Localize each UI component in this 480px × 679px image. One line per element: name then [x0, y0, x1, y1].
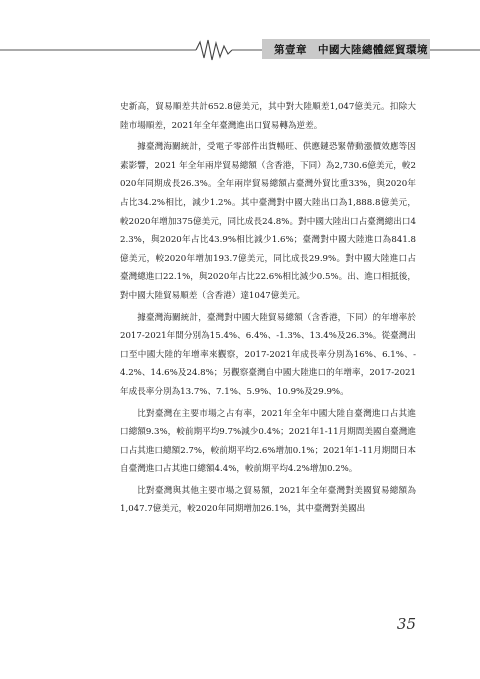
page-header	[0, 38, 480, 62]
paragraph: 據臺灣海關統計，臺灣對中國大陸貿易總額（含香港，下同）的年增率於2017-2021年間分別為15.4%、6.4%、-1.3%、13.4%及26.3%。從臺灣出口至中國大陸的年增率來觀察，2017-2021年成長率分別為16%、6.1%、-4.2%、14.6%及24.8%；另觀察臺灣自中國大陸進口的年增率，2017-2021年成長率分別為13.7%、7.1%、5.9%、10.9%及29.9%。	[120, 312, 416, 397]
paragraph: 史新高，貿易順差共計652.8億美元，其中對大陸順差1,047億美元。扣除大陸市場順差，2021年全年臺灣進出口貿易轉為逆差。	[120, 102, 416, 131]
body-text	[120, 98, 416, 519]
paragraph: 比對臺灣在主要市場之占有率，2021年全年中國大陸自臺灣進口占其進口總額9.3%，較前期平均9.7%減少0.4%；2021年1-11月期間美國自臺灣進口占其進口總額2.7%，較前期平均2.6%增加0.1%；2021年1-11月期間日本自臺灣進口占其進口總額4.4%，較前期平均4.2%增加0.2%。	[120, 408, 416, 475]
page-number: 35	[396, 615, 416, 633]
chapter-title: 第壹章 中國大陸總體經貿環境	[274, 44, 428, 56]
paragraph: 據臺灣海關統計，受電子零部件出貨暢旺、供應鏈恐緊帶動漲價效應等因素影響，2021 年全年兩岸貿易總額（含香港，下同）為2,730.6億美元，較2020年同期成長26.3%。全年兩岸貿易總額占臺灣外貿比重33%，與2020年占比34.2%相比，減少1.2%。其中臺灣對中國大陸出口為1,888.8億美元，較2020年增加375億美元，同比成長24.8%。對中國大陸出口占臺灣總出口42.3%，與2020年占比43.9%相比減少1.6%；臺灣對中國大陸進口為841.8億美元，較2020年增加193.7億美元，同比成長29.9%。對中國大陸進口占臺灣總進口22.1%，與2020年占比22.6%相比減少0.5%。出、進口相抵後，對中國大陸貿易順差（含香港）達1047億美元。	[120, 142, 416, 301]
paragraph: 比對臺灣與其他主要市場之貿易額，2021年全年臺灣對美國貿易總額為1,047.7億美元，較2020年同期增加26.1%，其中臺灣對美國出	[120, 485, 416, 515]
